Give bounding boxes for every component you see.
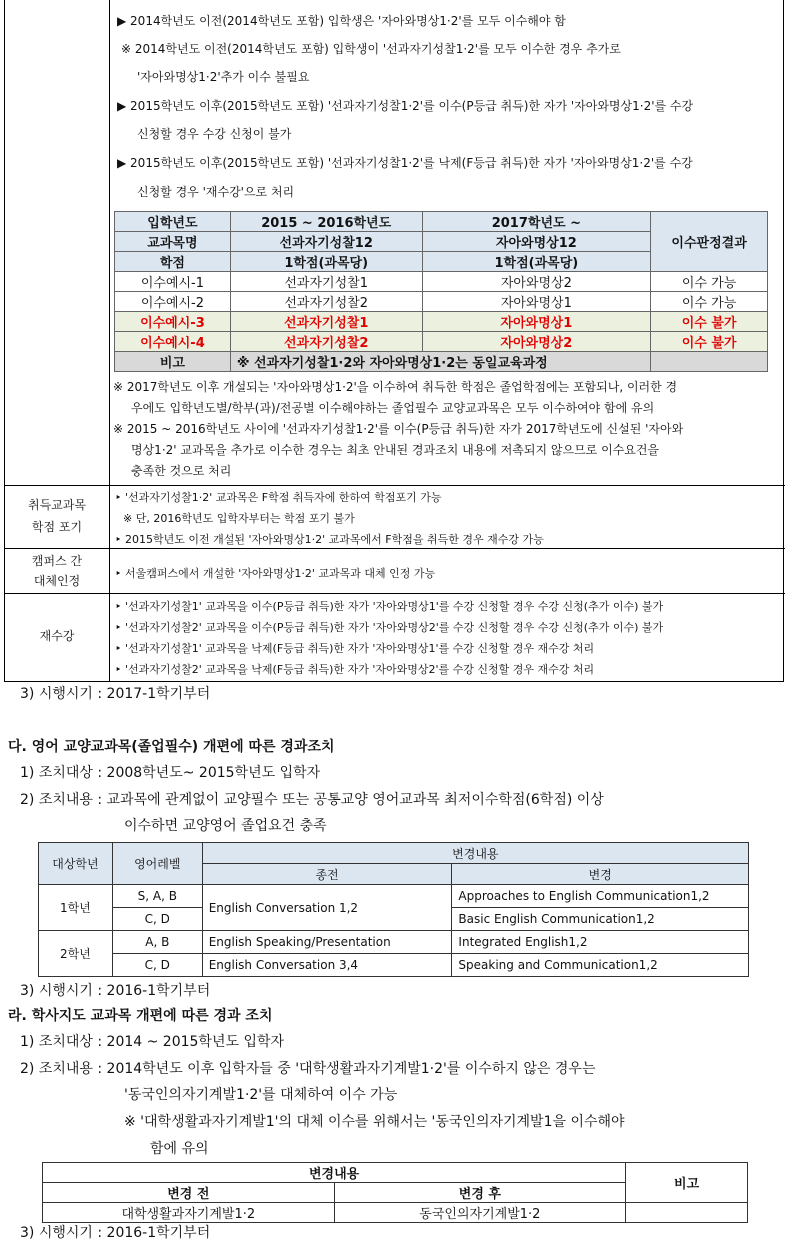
cell-new-course: Approaches to English Communication1,2 xyxy=(452,885,749,908)
row-divider xyxy=(5,593,785,594)
note-line-2: 우에도 입학년도별/학부(과)/전공별 이수해야하는 졸업필수 교양교과목은 모두 이수하여야 함에 유의 xyxy=(131,401,655,415)
campus-line: ‣ 서울캠퍼스에서 개설한 '자아와명상1·2' 교과목과 대체 인정 가능 xyxy=(115,567,436,580)
section-ra-title: 라. 학사지도 교과목 개편에 따른 경과 조치 xyxy=(8,1008,273,1024)
th-course-1: 선과자기성찰12 xyxy=(230,232,422,252)
th-result: 이수판정결과 xyxy=(651,212,768,272)
cell-course-1: 선과자기성찰1 xyxy=(230,272,422,292)
retake-line-4: ‣ '선과자기성찰2' 교과목을 낙제(F등급 취득)한 자가 '자아와명상2'를 수강 신청할 경우 재수강 처리 xyxy=(115,663,595,676)
cell-after: 동국인의자기계발1·2 xyxy=(334,1203,626,1223)
th-after: 변경 후 xyxy=(334,1183,626,1203)
section-ra-l2: 2) 조치내용 : 2014학년도 이후 입학자들 중 '대학생활과자기계발1·2'를 이수하지 않은 경우는 xyxy=(20,1061,596,1077)
th-course-2: 자아와명상12 xyxy=(422,232,651,252)
section-ra-l5: 함에 유의 xyxy=(150,1141,209,1157)
cell-new-course: Basic English Communication1,2 xyxy=(452,908,749,931)
top-line-5: 신청할 경우 수강 신청이 불가 xyxy=(137,127,292,141)
cell-level: C, D xyxy=(112,908,202,931)
cell-new-course: Speaking and Communication1,2 xyxy=(452,954,749,977)
cell-result: 이수 불가 xyxy=(651,332,768,352)
cell-note: ※ 선과자기성찰1·2와 자아와명상1·2는 동일교육과정 xyxy=(230,352,650,372)
cell-course-1: 선과자기성찰1 xyxy=(230,312,422,332)
th-old: 종전 xyxy=(202,864,452,885)
note-line-3: ※ 2015 ~ 2016학년도 사이에 '선과자기성찰1·2'를 이수(P등급 취득)한 자가 2017학년도에 신설된 '자아와 xyxy=(113,422,684,436)
th-before: 변경 전 xyxy=(43,1183,335,1203)
th-course-name: 교과목명 xyxy=(115,232,231,252)
top-line-3: '자아와명상1·2'추가 이수 불필요 xyxy=(137,70,310,84)
th-change: 변경내용 xyxy=(202,843,748,864)
th-credit: 학점 xyxy=(115,252,231,272)
top-line-4: ▶ 2015학년도 이후(2015학년도 포함) '선과자기성찰1·2'를 이수(P등급 취득)한 자가 '자아와명상1·2'를 수강 xyxy=(117,99,694,113)
cell-old-course: English Conversation 1,2 xyxy=(202,885,452,931)
row-label-retake: 재수강 xyxy=(39,629,75,643)
th-credit-1: 1학점(과목당) xyxy=(230,252,422,272)
th-target-year: 대상학년 xyxy=(39,843,113,885)
section-da-l2: 2) 조치내용 : 교과목에 관계없이 교양필수 또는 공통교양 영어교과목 최저이수학점(6학점) 이상 xyxy=(20,792,604,808)
th-note: 비고 xyxy=(626,1163,748,1203)
section-ra-l1: 1) 조치대상 : 2014 ~ 2015학년도 입학자 xyxy=(20,1034,285,1050)
cell-level: C, D xyxy=(112,954,202,977)
row-divider xyxy=(5,485,785,486)
note-line-5: 충족한 것으로 처리 xyxy=(131,464,232,478)
top-line-6: ▶ 2015학년도 이후(2015학년도 포함) '선과자기성찰1·2'를 낙제(F등급 취득)한 자가 '자아와명상1·2'를 수강 xyxy=(117,156,693,170)
cell-grade-1: 1학년 xyxy=(39,885,113,931)
column-divider xyxy=(109,0,110,681)
table-row xyxy=(115,332,768,352)
cell-note xyxy=(626,1203,748,1223)
cell-level: A, B xyxy=(112,931,202,954)
cell-course-1: 선과자기성찰2 xyxy=(230,292,422,312)
section-ra-l4: ※ '대학생활과자기계발1'의 대체 이수를 위해서는 '동국인의자기계발1을 이수해야 xyxy=(124,1114,625,1130)
top-line-1: ▶ 2014학년도 이전(2014학년도 포함) 입학생은 '자아와명상1·2'를 모두 이수해야 함 xyxy=(117,14,566,28)
s1-time: 3) 시행시기 : 2017-1학기부터 xyxy=(20,686,211,702)
retake-line-3: ‣ '선과자기성찰1' 교과목을 낙제(F등급 취득)한 자가 '자아와명상1'를 수강 신청할 경우 재수강 처리 xyxy=(115,642,595,655)
table-row xyxy=(39,931,749,954)
cell-result: 이수 불가 xyxy=(651,312,768,332)
section-ra-l3: '동국인의자기계발1·2'를 대체하여 이수 가능 xyxy=(124,1087,398,1103)
row-label-campus-1: 캠퍼스 간 xyxy=(31,554,83,568)
section-da-time: 3) 시행시기 : 2016-1학기부터 xyxy=(20,983,211,999)
table-row xyxy=(115,312,768,332)
th-year-range-2: 2017학년도 ~ xyxy=(422,212,651,232)
note-line-4: 명상1·2' 교과목을 추가로 이수한 경우는 최초 안내된 경과조치 내용에 저촉되지 않으므로 이수요건을 xyxy=(131,443,660,457)
cell-new-course: Integrated English1,2 xyxy=(452,931,749,954)
th-year-range-1: 2015 ~ 2016학년도 xyxy=(230,212,422,232)
cell-course-1: 선과자기성찰2 xyxy=(230,332,422,352)
course-change-table xyxy=(42,1162,748,1223)
cell-course-2: 자아와명상2 xyxy=(422,332,651,352)
table-row xyxy=(43,1203,748,1223)
th-credit-2: 1학점(과목당) xyxy=(422,252,651,272)
th-change: 변경내용 xyxy=(43,1163,626,1183)
cell-result: 이수 가능 xyxy=(651,272,768,292)
table-row xyxy=(115,292,768,312)
cell-example: 이수예시-1 xyxy=(115,272,231,292)
cell-grade-2: 2학년 xyxy=(39,931,113,977)
retake-line-2: ‣ '선과자기성찰2' 교과목을 이수(P등급 취득)한 자가 '자아와명상2'를 수강 신청할 경우 수강 신청(추가 이수) 불가 xyxy=(115,621,664,634)
section-da-l1: 1) 조치대상 : 2008학년도~ 2015학년도 입학자 xyxy=(20,765,321,781)
section-da-title: 다. 영어 교양교과목(졸업필수) 개편에 따른 경과조치 xyxy=(8,739,335,755)
cell-level: S, A, B xyxy=(112,885,202,908)
table-row xyxy=(39,885,749,908)
english-course-table xyxy=(38,842,749,977)
top-line-2: ※ 2014학년도 이전(2014학년도 포함) 입학생이 '선과자기성찰1·2'를 모두 이수한 경우 추가로 xyxy=(121,42,621,56)
cell-course-2: 자아와명상2 xyxy=(422,272,651,292)
waive-line-1: ‣ '선과자기성찰1·2' 교과목은 F학점 취득자에 한하여 학점포기 가능 xyxy=(115,491,442,504)
row-label-credit-waive-2: 학점 포기 xyxy=(31,520,83,534)
row-label-credit-waive-1: 취득교과목 xyxy=(28,498,86,512)
top-line-7: 신청할 경우 '재수강'으로 처리 xyxy=(137,185,295,199)
cell-course-2: 자아와명상1 xyxy=(422,292,651,312)
waive-line-2: ※ 단, 2016학년도 입학자부터는 학점 포기 불가 xyxy=(123,512,355,525)
table-row xyxy=(39,954,749,977)
th-entry-year: 입학년도 xyxy=(115,212,231,232)
cell-result: 이수 가능 xyxy=(651,292,768,312)
table-row xyxy=(115,272,768,292)
cell-note-label: 비고 xyxy=(115,352,231,372)
cell-before: 대학생활과자기계발1·2 xyxy=(43,1203,335,1223)
cell-old-course: English Speaking/Presentation xyxy=(202,931,452,954)
cell-example: 이수예시-3 xyxy=(115,312,231,332)
section-ra-time: 3) 시행시기 : 2016-1학기부터 xyxy=(20,1225,211,1241)
table-note-row xyxy=(115,352,768,372)
section-da-l3: 이수하면 교양영어 졸업요건 충족 xyxy=(124,818,327,834)
waive-line-3: ‣ 2015학년도 이전 개설된 '자아와명상1·2' 교과목에서 F학점을 취득한 경우 재수강 가능 xyxy=(115,533,544,546)
th-new: 변경 xyxy=(452,864,749,885)
row-label-campus-2: 대체인정 xyxy=(33,574,81,588)
cell-course-2: 자아와명상1 xyxy=(422,312,651,332)
th-english-level: 영어레벨 xyxy=(112,843,202,885)
cell-example: 이수예시-2 xyxy=(115,292,231,312)
cell-old-course: English Conversation 3,4 xyxy=(202,954,452,977)
cell-note-empty xyxy=(651,352,768,372)
course-equivalence-table xyxy=(114,211,768,372)
row-divider xyxy=(5,548,785,549)
cell-example: 이수예시-4 xyxy=(115,332,231,352)
note-line-1: ※ 2017학년도 이후 개설되는 '자아와명상1·2'을 이수하여 취득한 학점은 졸업학점에는 포함되나, 이러한 경 xyxy=(113,380,678,394)
retake-line-1: ‣ '선과자기성찰1' 교과목을 이수(P등급 취득)한 자가 '자아와명상1'를 수강 신청할 경우 수강 신청(추가 이수) 불가 xyxy=(115,600,664,613)
